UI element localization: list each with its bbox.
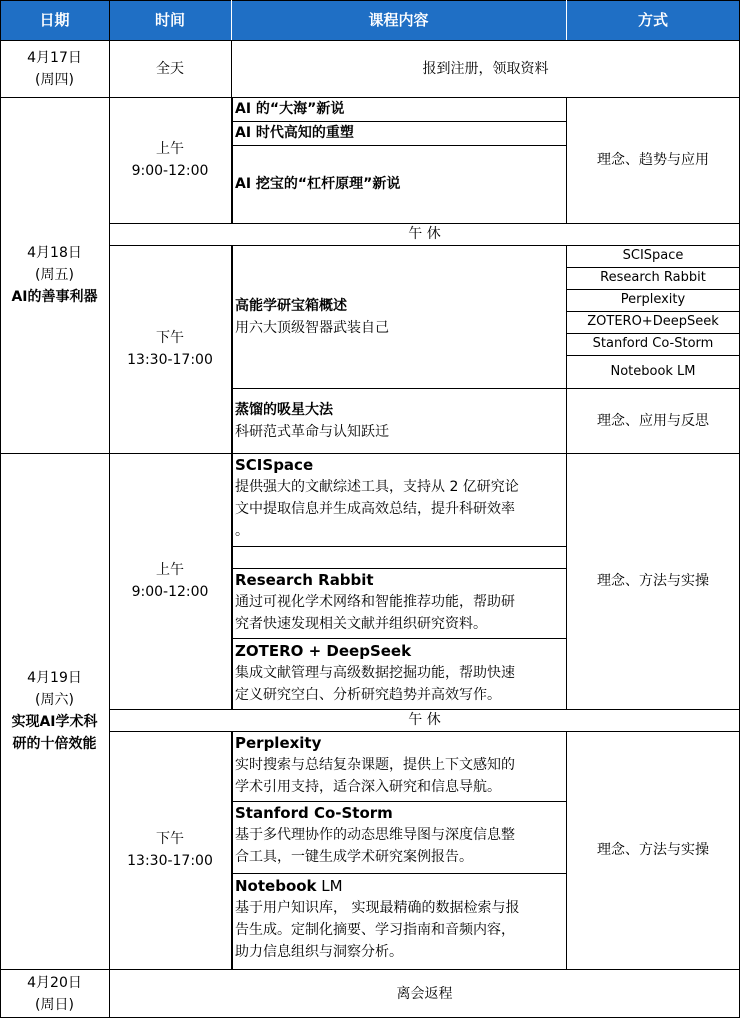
grid-line — [231, 121, 566, 122]
day3-pm-item — [231, 802, 566, 870]
grid-line — [231, 145, 566, 146]
item-desc-line: 通过可视化学术网络和智能推荐功能，帮助研 — [235, 594, 515, 610]
day3-am-label: 上午 — [156, 562, 184, 578]
item-desc-line: 文中提取信息并生成高效总结，提升科研效率 — [235, 501, 515, 517]
item-title-rest: LM — [316, 877, 343, 895]
grid-line — [109, 245, 740, 246]
day2-pm-topic2 — [231, 388, 566, 453]
item-desc-line: 提供强大的文献综述工具，支持从 2 亿研究论 — [235, 479, 519, 495]
grid-line — [0, 97, 740, 98]
tool-item: Perplexity — [620, 292, 686, 307]
item-desc-line: 定义研究空白、分析研究趋势并高效写作。 — [235, 687, 501, 703]
grid-line — [109, 731, 740, 732]
grid-line — [566, 355, 740, 356]
grid-line — [109, 0, 110, 1018]
day4-date: 4月20日 — [27, 974, 82, 991]
day2-date-cell — [0, 97, 109, 453]
day3-pm-time-cell — [109, 731, 231, 969]
header-time: 时间 — [109, 0, 231, 40]
grid-line — [566, 453, 567, 709]
grid-line — [566, 311, 740, 312]
item-desc-line: 学术引用支持，适合深入研究和信息导航。 — [235, 779, 501, 795]
grid-line — [109, 223, 740, 224]
day3-am-item — [231, 569, 566, 637]
grid-line — [231, 801, 566, 802]
day3-am-mode: 理念、方法与实操 — [597, 573, 709, 589]
day2-pm-topic2-mode: 理念、应用与反思 — [597, 412, 709, 429]
day3-date-cell — [0, 453, 109, 969]
day3-pm-item — [231, 875, 566, 967]
day3-date: 4月19日 — [27, 670, 82, 686]
item-title: Stanford Co-Storm — [235, 804, 393, 822]
grid-line — [231, 873, 566, 874]
day2-date: 4月18日 — [27, 245, 82, 261]
item-desc-line: 。 — [235, 523, 249, 539]
item-title: Research Rabbit — [235, 571, 374, 589]
day3-theme: 研的十倍效能 — [12, 736, 97, 752]
day3-pm-label: 下午 — [156, 831, 184, 847]
day2-am-topic: AI 的“大海”新说 — [235, 101, 345, 117]
day1-date-cell — [0, 40, 109, 97]
day2-am-time: 9:00-12:00 — [131, 163, 209, 179]
grid-line — [0, 0, 740, 1]
day2-am-topic: AI 挖宝的“杠杆原理”新说 — [235, 176, 401, 192]
grid-line — [566, 267, 740, 268]
grid-line — [231, 731, 233, 969]
day1-content: 报到注册，领取资料 — [422, 60, 549, 77]
day2-am-label: 上午 — [156, 141, 184, 157]
day2-lunch-break: 午 休 — [408, 226, 441, 242]
grid-line — [109, 709, 740, 710]
item-desc-line: 告生成。定制化摘要、学习指南和音频内容， — [235, 922, 515, 938]
grid-line — [231, 245, 233, 453]
item-title — [235, 875, 562, 897]
day3-pm-time: 13:30-17:00 — [127, 853, 213, 869]
header-mode: 方式 — [566, 0, 740, 40]
day2-pm-topic1 — [231, 245, 566, 388]
grid-line — [231, 453, 233, 709]
grid-line — [231, 568, 566, 569]
grid-line — [231, 0, 232, 40]
grid-line — [566, 97, 567, 223]
grid-line — [566, 289, 740, 290]
day1-date: 4月17日 — [27, 49, 82, 66]
day2-pm-label: 下午 — [156, 330, 184, 346]
day2-pm-time-cell — [109, 245, 231, 453]
day1-weekday: (周四) — [35, 71, 74, 88]
item-desc-line: 基于多代理协作的动态思维导图与深度信息整 — [235, 827, 515, 843]
grid-line — [566, 0, 567, 40]
grid-line — [231, 546, 566, 547]
grid-line — [566, 245, 567, 453]
tool-item: Notebook LM — [610, 363, 696, 379]
day2-pm-topic2-sub: 科研范式革命与认知跃迁 — [235, 423, 389, 440]
grid-line — [566, 731, 567, 969]
tool-item: SCISpace — [622, 248, 684, 263]
day3-theme: 实现AI学术科 — [11, 714, 98, 730]
day3-weekday: (周六) — [35, 692, 74, 708]
tool-item: Stanford Co-Storm — [592, 336, 714, 351]
item-title: ZOTERO + DeepSeek — [235, 642, 412, 660]
day2-am-topic: AI 时代高知的重塑 — [235, 125, 354, 141]
day3-am-time-cell — [109, 453, 231, 709]
grid-line — [0, 0, 1, 1018]
grid-line — [231, 388, 740, 389]
day2-weekday: (周五) — [35, 267, 74, 283]
tool-item: Research Rabbit — [600, 270, 706, 285]
day3-lunch-break: 午 休 — [408, 712, 441, 728]
item-title-bold: Notebook — [235, 877, 317, 895]
day4-date-cell — [0, 969, 109, 1018]
day2-theme: AI的善事利器 — [11, 289, 98, 305]
item-title: Perplexity — [235, 734, 322, 752]
grid-line — [0, 969, 740, 970]
grid-line — [566, 333, 740, 334]
item-title: SCISpace — [235, 456, 314, 474]
grid-line — [0, 40, 740, 41]
header-content: 课程内容 — [231, 0, 566, 40]
day3-pm-item — [231, 732, 566, 800]
item-desc-line: 究者快速发现相关文献并组织研究资料。 — [235, 616, 487, 632]
day4-weekday: (周日) — [35, 996, 74, 1013]
item-desc-line: 助力信息组织与洞察分析。 — [235, 944, 403, 960]
item-desc-line: 实时搜索与总结复杂课题，提供上下文感知的 — [235, 757, 515, 773]
grid-line — [231, 97, 233, 223]
grid-line — [231, 40, 232, 97]
item-desc-line: 集成文献管理与高级数据挖掘功能，帮助快速 — [235, 665, 515, 681]
day4-content: 离会返程 — [396, 985, 453, 1002]
day3-am-time: 9:00-12:00 — [131, 584, 209, 600]
grid-line — [231, 638, 566, 639]
day3-pm-mode: 理念、方法与实操 — [597, 842, 709, 858]
item-desc-line: 基于用户知识库， 实现最精确的数据检索与报 — [235, 900, 520, 916]
day2-pm-topic1-sub: 用六大顶级智器武装自己 — [235, 319, 389, 336]
day2-pm-time: 13:30-17:00 — [127, 352, 213, 368]
day2-am-mode: 理念、趋势与应用 — [597, 152, 709, 168]
day3-am-item — [231, 454, 566, 546]
day2-pm-topic1-title: 高能学研宝箱概述 — [235, 297, 347, 314]
day1-time: 全天 — [156, 60, 184, 77]
day2-pm-topic2-title: 蒸馏的吸星大法 — [235, 401, 333, 418]
item-desc-line: 合工具，一键生成学术研究案例报告。 — [235, 849, 473, 865]
grid-line — [0, 453, 740, 454]
day2-am-time-cell — [109, 97, 231, 223]
tool-item: ZOTERO+DeepSeek — [587, 314, 719, 329]
day3-am-item — [231, 640, 566, 708]
header-date: 日期 — [0, 0, 109, 40]
